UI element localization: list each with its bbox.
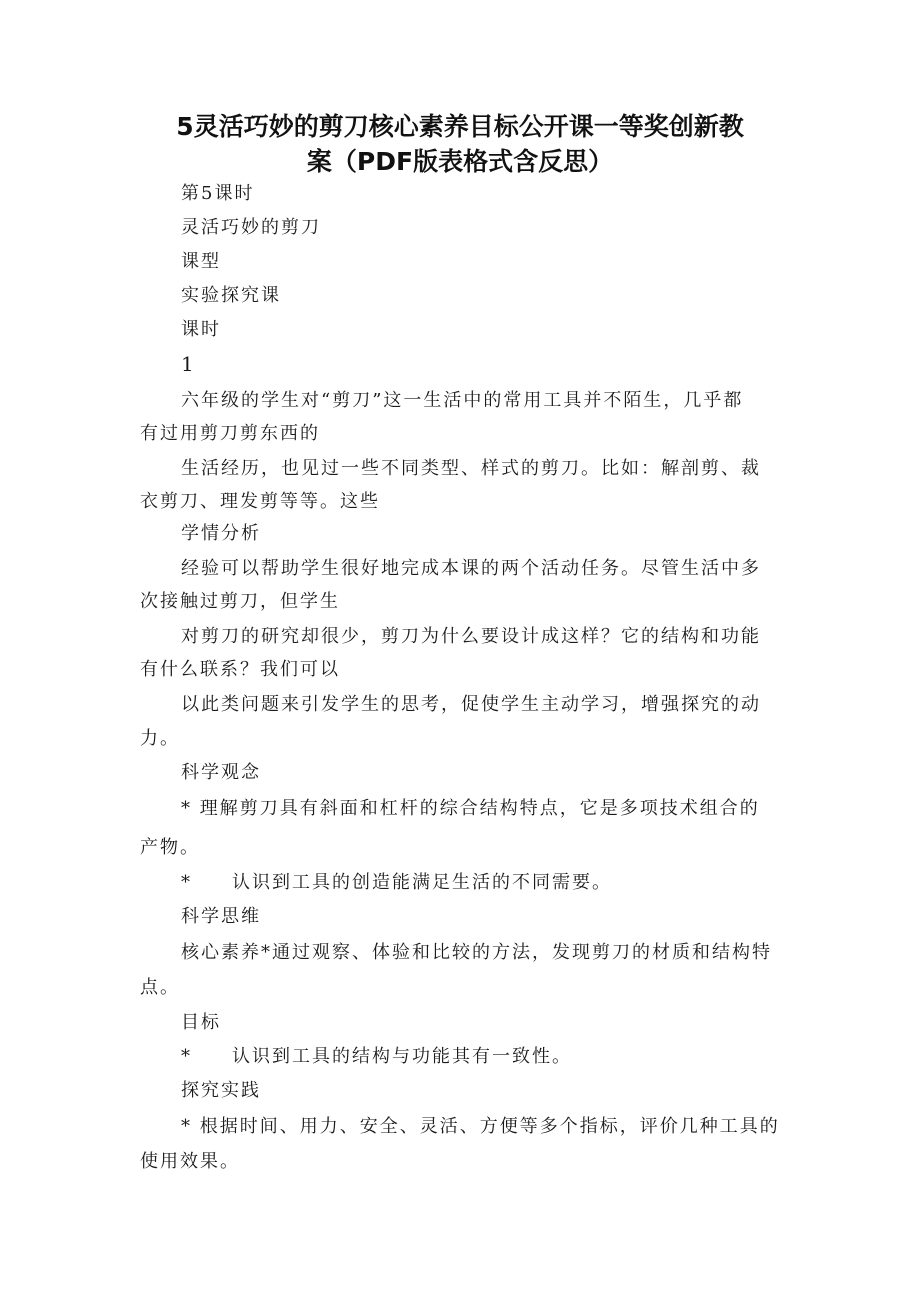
document-title-line-1: 5灵活巧妙的剪刀核心素养目标公开课一等奖创新教 [176,112,744,141]
analysis-label: 学情分析 [181,523,261,544]
analysis-paragraph-5b: 力。 [140,728,180,749]
target-label: 目标 [181,1012,221,1033]
bullet-star: * [261,942,272,963]
lesson-type-label: 课型 [181,251,221,272]
thinking-item-1a [181,941,772,965]
bullet-star: * [181,1046,192,1067]
practice-item-1a [181,1115,780,1139]
thinking-item-2-text: 认识到工具的结构与功能其有一致性。 [232,1046,572,1067]
core-literacy-label: 核心素养 [181,942,261,963]
lesson-hours-label: 课时 [181,319,221,340]
lesson-number: 第5课时 [181,183,255,204]
thinking-label: 科学思维 [181,906,261,927]
practice-label: 探究实践 [181,1080,261,1101]
bullet-star: * [181,1116,192,1137]
concept-item-2-text: 认识到工具的创造能满足生活的不同需要。 [232,872,612,893]
thinking-item-1b: 点。 [140,977,180,998]
lesson-type-value: 实验探究课 [181,285,281,306]
thinking-item-2 [181,1045,572,1069]
analysis-paragraph-5a: 以此类问题来引发学生的思考，促使学生主动学习，增强探究的动 [181,694,761,715]
lesson-name: 灵活巧妙的剪刀 [181,217,321,238]
concept-item-1b: 产物。 [140,837,200,858]
practice-item-1a-text: 根据时间、用力、安全、灵活、方便等多个指标，评价几种工具的 [199,1116,780,1137]
concept-label: 科学观念 [181,762,261,783]
document-title-line-2: 案（PDF版表格式含反思） [306,147,614,176]
bullet-star: * [181,872,192,893]
analysis-paragraph-3b: 次接触过剪刀，但学生 [140,591,340,612]
analysis-paragraph-4a: 对剪刀的研究却很少，剪刀为什么要设计成这样？它的结构和功能 [181,626,761,647]
analysis-paragraph-1a: 六年级的学生对“剪刀”这一生活中的常用工具并不陌生，几乎都 [181,390,744,411]
concept-item-2 [181,871,612,895]
analysis-paragraph-2a: 生活经历，也见过一些不同类型、样式的剪刀。比如：解剖剪、裁 [181,458,761,479]
analysis-paragraph-2b: 衣剪刀、理发剪等等。这些 [140,491,380,512]
concept-item-1a [181,797,760,821]
practice-item-1b: 使用效果。 [140,1151,240,1172]
bullet-star: * [181,798,192,819]
lesson-hours-value: 1 [181,352,196,376]
analysis-paragraph-3a: 经验可以帮助学生很好地完成本课的两个活动任务。尽管生活中多 [181,558,761,579]
analysis-paragraph-1b: 有过用剪刀剪东西的 [140,423,320,444]
concept-item-1a-text: 理解剪刀具有斜面和杠杆的综合结构特点，它是多项技术组合的 [199,798,760,819]
analysis-paragraph-4b: 有什么联系？我们可以 [140,659,340,680]
thinking-item-1a-text: 通过观察、体验和比较的方法，发现剪刀的材质和结构特 [272,942,772,963]
